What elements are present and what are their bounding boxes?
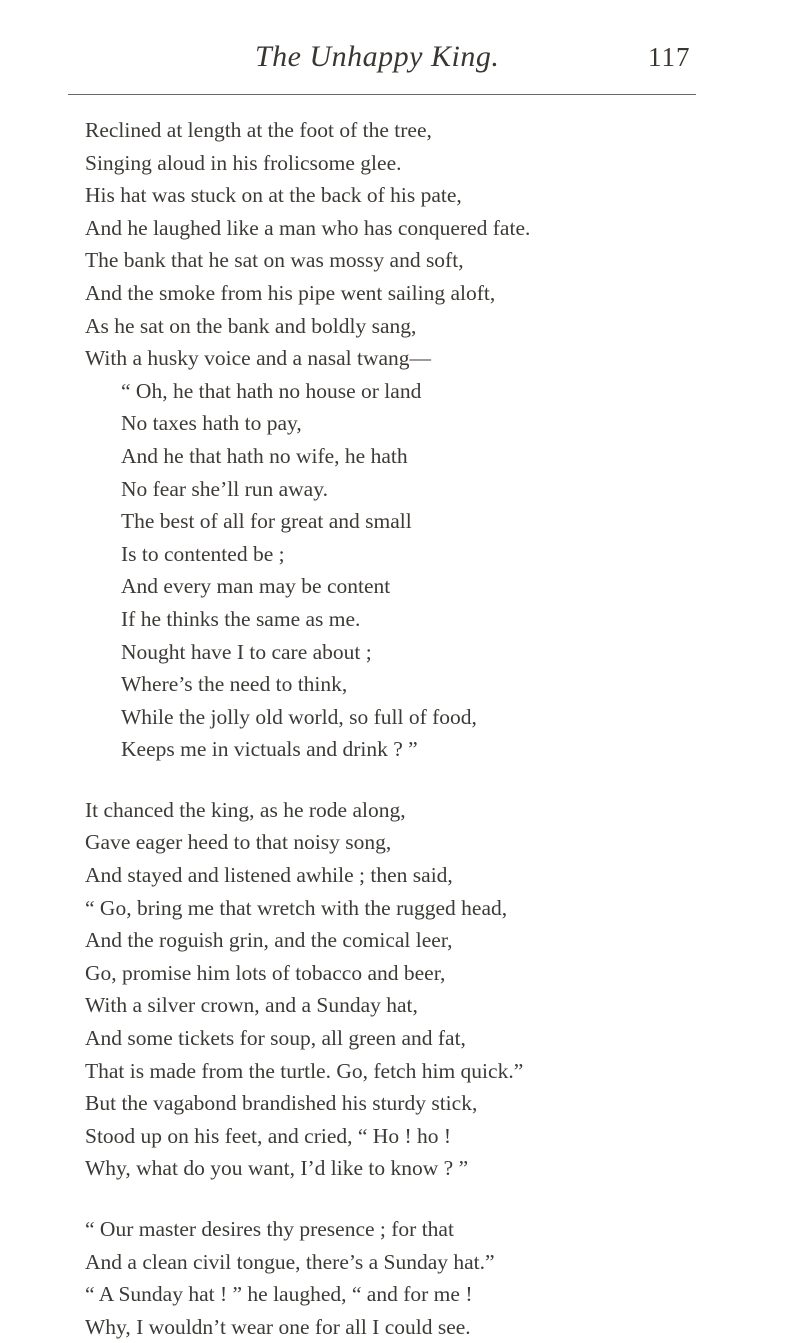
poem-line: As he sat on the bank and boldly sang, — [85, 313, 417, 338]
poem-line: Nought have I to care about ; — [121, 639, 372, 664]
running-title: The Unhappy King. — [255, 40, 500, 73]
poem-line: With a husky voice and a nasal twang— — [85, 346, 432, 371]
poem-line: But the vagabond brandished his sturdy stick, — [85, 1091, 478, 1116]
poem-line: Why, what do you want, I’d like to know ? ” — [85, 1156, 469, 1181]
poem-text — [85, 114, 800, 1343]
poem-line: Gave eager heed to that noisy song, — [85, 830, 392, 855]
poem-line: Is to contented be ; — [121, 541, 285, 566]
poem-line: And stayed and listened awhile ; then said, — [85, 863, 453, 888]
poem-line: Why, I wouldn’t wear one for all I could see. — [85, 1314, 471, 1339]
poem-line: While the jolly old world, so full of food, — [121, 704, 477, 729]
poem-line: No taxes hath to pay, — [121, 411, 302, 436]
poem-line: The best of all for great and small — [121, 509, 412, 534]
poem-line: Stood up on his feet, and cried, “ Ho ! ho ! — [85, 1123, 452, 1148]
poem-line: And every man may be content — [121, 574, 391, 599]
poem-line: Reclined at length at the foot of the tree, — [85, 118, 432, 142]
poem-line: His hat was stuck on at the back of his pate, — [85, 183, 462, 208]
poem-line: Singing aloud in his frolicsome glee. — [85, 150, 402, 175]
poem-line: No fear she’ll run away. — [121, 476, 328, 501]
stanza — [85, 1213, 800, 1343]
poem-line: “ Oh, he that hath no house or land — [121, 378, 422, 403]
poem-line: And some tickets for soup, all green and fat, — [85, 1026, 466, 1051]
running-head — [0, 40, 800, 80]
poem-line: And he laughed like a man who has conquered fate. — [85, 215, 531, 240]
poem-line: And the roguish grin, and the comical leer, — [85, 928, 453, 953]
poem-line: That is made from the turtle. Go, fetch him quick.” — [85, 1058, 524, 1083]
poem-line: “ A Sunday hat ! ” he laughed, “ and for me ! — [85, 1282, 473, 1307]
stanza — [85, 114, 800, 766]
poem-line: And he that hath no wife, he hath — [121, 443, 408, 468]
poem-line: The bank that he sat on was mossy and soft, — [85, 248, 464, 273]
poem-line: It chanced the king, as he rode along, — [85, 797, 406, 822]
header-rule — [68, 94, 696, 95]
poem-line: Where’s the need to think, — [121, 672, 348, 697]
poem-line: Keeps me in victuals and drink ? ” — [121, 737, 418, 762]
poem-line: If he thinks the same as me. — [121, 606, 361, 631]
poem-line: Go, promise him lots of tobacco and beer, — [85, 960, 446, 985]
poem-line: “ Go, bring me that wretch with the rugged head, — [85, 895, 508, 920]
poem-line: With a silver crown, and a Sunday hat, — [85, 993, 418, 1018]
poem-line: And a clean civil tongue, there’s a Sunday hat.” — [85, 1249, 495, 1274]
page-number: 117 — [648, 42, 691, 72]
stanza — [85, 794, 800, 1185]
poem-line: “ Our master desires thy presence ; for that — [85, 1217, 454, 1241]
poem-line: And the smoke from his pipe went sailing aloft, — [85, 280, 496, 305]
